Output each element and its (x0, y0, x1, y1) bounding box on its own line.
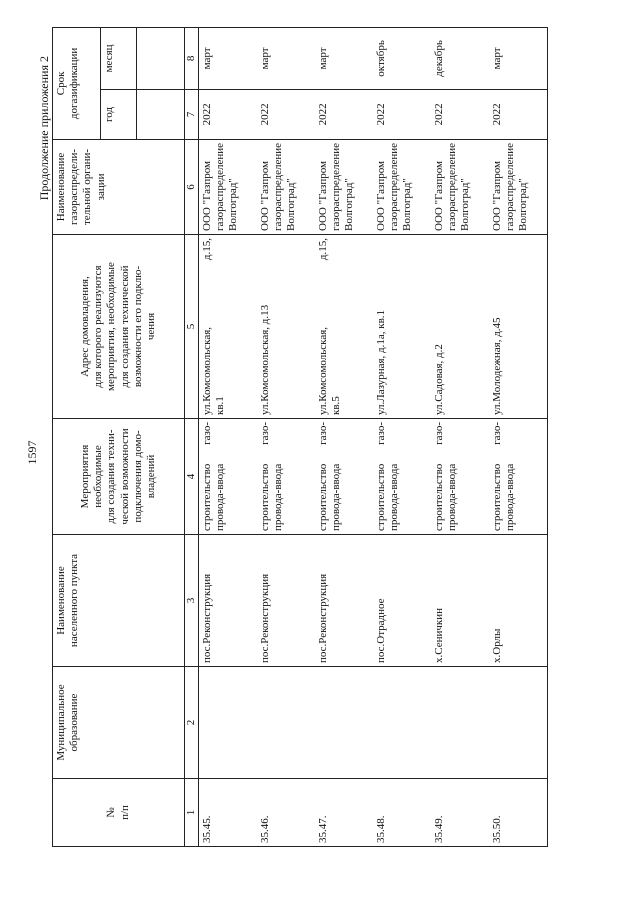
row-address: ул.Молодежная, д.45 (489, 235, 548, 419)
row-settlement: пос.Реконструкция (199, 535, 258, 667)
table-row (315, 27, 373, 846)
header-address: Адрес домовладения, для которого реализуются мероприятия, необходимые для создания технической возможности его подклю- чения (53, 235, 185, 419)
colnum-5: 5 (185, 235, 199, 419)
row-month: март (199, 27, 258, 89)
row-measure: строительство газо- провода-ввода (431, 419, 489, 535)
row-municipality (373, 667, 431, 779)
table-row (431, 27, 489, 846)
row-settlement: пос.Реконструкция (257, 535, 315, 667)
header-month-spacer (137, 27, 185, 89)
row-number: 35.48. (373, 779, 431, 847)
row-settlement: пос.Отрадное (373, 535, 431, 667)
colnum-1: 1 (185, 779, 199, 847)
row-municipality (257, 667, 315, 779)
header-deadline (53, 27, 101, 139)
table-row (373, 27, 431, 846)
row-number: 35.49. (431, 779, 489, 847)
row-organization: ООО "Газпром газораспределение Волгоград" (431, 139, 489, 234)
row-address: ул.Лазурная, д.1а, кв.1 (373, 235, 431, 419)
page-number: 1597 (25, 440, 39, 465)
colnum-6: 6 (185, 139, 199, 234)
table-row (257, 27, 315, 846)
row-municipality (315, 667, 373, 779)
header-month: месяц (101, 27, 137, 89)
colnum-3: 3 (185, 535, 199, 667)
row-address: ул.Комсомольская, д.15, кв.5 (315, 235, 373, 419)
row-measure: строительство газо- провода-ввода (199, 419, 258, 535)
row-municipality (199, 667, 258, 779)
header-deadline-sub: догазификации (68, 47, 81, 120)
row-year: 2022 (431, 89, 489, 139)
row-municipality (489, 667, 548, 779)
row-measure: строительство газо- провода-ввода (257, 419, 315, 535)
continuation-note: Продолжение приложения 2 (37, 56, 51, 201)
row-month: декабрь (431, 27, 489, 89)
colnum-2: 2 (185, 667, 199, 779)
row-address: ул.Садовая, д.2 (431, 235, 489, 419)
row-year: 2022 (489, 89, 548, 139)
row-month: март (489, 27, 548, 89)
row-organization: ООО "Газпром газораспределение Волгоград" (315, 139, 373, 234)
row-organization: ООО "Газпром газораспределение Волгоград" (199, 139, 258, 234)
colnum-7: 7 (185, 89, 199, 139)
header-settlement: Наименование населенного пункта (53, 535, 185, 667)
row-number: 35.47. (315, 779, 373, 847)
row-settlement: х.Сеничкин (431, 535, 489, 667)
gasification-table (52, 27, 548, 847)
row-settlement: х.Орлы (489, 535, 548, 667)
header-municipality: Муниципальное образование (53, 667, 185, 779)
row-month: март (315, 27, 373, 89)
row-number: 35.50. (489, 779, 548, 847)
row-municipality (431, 667, 489, 779)
row-organization: ООО "Газпром газораспределение Волгоград" (373, 139, 431, 234)
colnum-8: 8 (185, 27, 199, 89)
table-row (199, 27, 258, 846)
header-organization: Наименование газораспредели- тельной органи- зации (53, 139, 185, 234)
row-measure: строительство газо- провода-ввода (315, 419, 373, 535)
table-row (489, 27, 548, 846)
row-number: 35.46. (257, 779, 315, 847)
row-address: ул.Комсомольская, д.15, кв.1 (199, 235, 258, 419)
row-measure: строительство газо- провода-ввода (489, 419, 548, 535)
header-deadline-title: Срок (55, 71, 67, 96)
header-num: № п/п (53, 779, 185, 847)
header-measures: Мероприятия необходимые для создания техни- ческой возможности подключения домо- владений (53, 419, 185, 535)
row-year: 2022 (257, 89, 315, 139)
header-year-spacer (137, 89, 185, 139)
colnum-4: 4 (185, 419, 199, 535)
row-month: октябрь (373, 27, 431, 89)
row-year: 2022 (315, 89, 373, 139)
row-year: 2022 (373, 89, 431, 139)
row-year: 2022 (199, 89, 258, 139)
row-organization: ООО "Газпром газораспределение Волгоград" (257, 139, 315, 234)
row-organization: ООО "Газпром газораспределение Волгоград" (489, 139, 548, 234)
row-settlement: пос.Реконструкция (315, 535, 373, 667)
row-number: 35.45. (199, 779, 258, 847)
row-address: ул.Комсомольская, д.13 (257, 235, 315, 419)
header-year: год (101, 89, 137, 139)
row-month: март (257, 27, 315, 89)
row-measure: строительство газо- провода-ввода (373, 419, 431, 535)
